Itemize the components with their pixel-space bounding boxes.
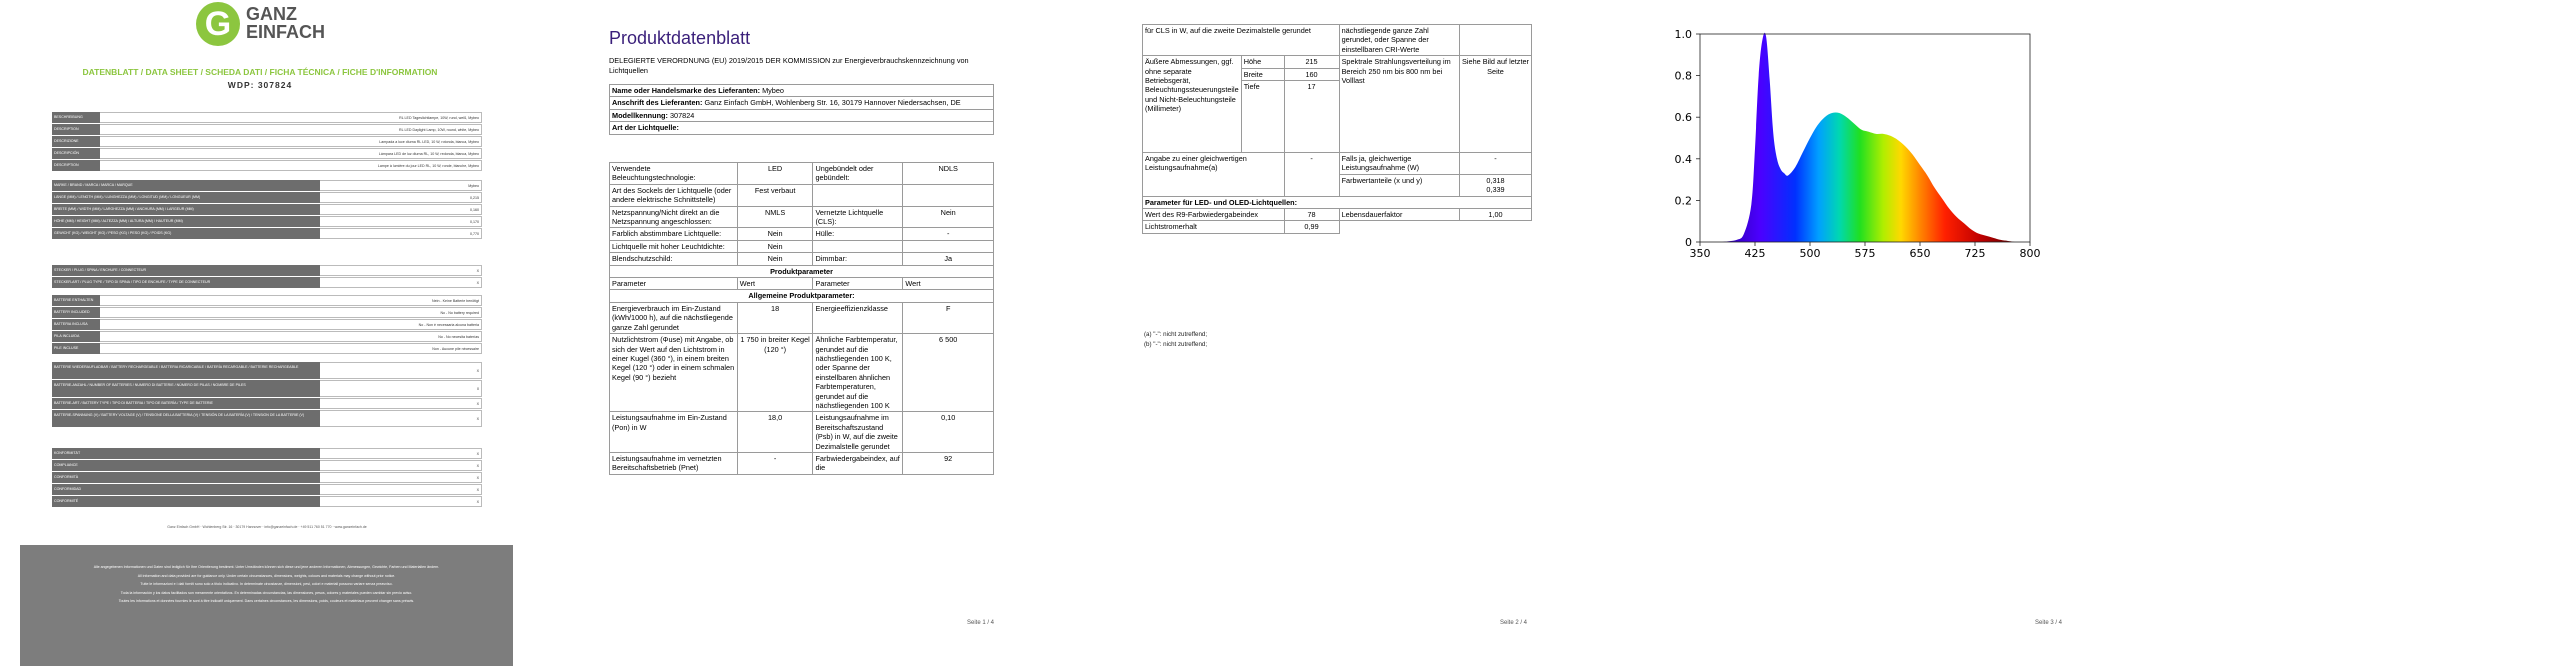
- datasheet-row-value: 0,770: [320, 228, 482, 239]
- datasheet-row: [52, 331, 482, 342]
- light-source-type-row: [610, 240, 994, 252]
- datasheet-row-value: X: [320, 265, 482, 276]
- datasheet-row-value: RL LED Daylight Lamp, 10W, round, white, Mybeo: [100, 124, 482, 135]
- datasheet-title: DATENBLATT / DATA SHEET / SCHEDA DATI / FICHA TÉCNICA / FICHE D'INFORMATION: [82, 67, 438, 77]
- light-source-type-cell: Hülle:: [813, 228, 903, 240]
- chart-plot-area: [1722, 33, 2015, 242]
- x-tick-label: 500: [1799, 247, 1821, 260]
- light-source-type-cell: NDLS: [903, 163, 994, 185]
- datasheet-row-label: BATTERIE WIEDERAUFLADBAR / BATTERY RECHARGEABLE / BATTERIA RICARICABILE / BATERÍA RECARGABLE / BATTERIE RECHARGEABLE: [52, 362, 320, 379]
- light-source-type-cell: Nein: [737, 253, 813, 265]
- datasheet-row-value: RL LED Tageslichtlampe, 10W, rund, weiß, Mybeo: [100, 112, 482, 123]
- datasheet-row-label: CONFORMITÀ: [52, 472, 320, 483]
- datasheet-page: [0, 0, 520, 666]
- r9-value: 78: [1284, 209, 1339, 221]
- datasheet-row-label: DESCRIPTION: [52, 124, 100, 135]
- product-parameter-cell: 18,0: [737, 412, 813, 453]
- light-source-type-cell: Nein: [737, 240, 813, 252]
- logo-text-line-1: GANZ: [246, 4, 297, 24]
- datasheet-row-label: BATTERIE-SPANNUNG (V) / BATTERY VOLTAGE (V) / TENSIONE DELLA BATTERIA (V) / TENSIÓN DE LA BATERÍA (V) / TENSION DE LA BATTERIE (V): [52, 410, 320, 427]
- datasheet-row: [52, 448, 482, 459]
- footnote-b: (b) "-": nicht zutreffend;: [1144, 341, 1208, 348]
- supplier-value: Mybeo: [762, 86, 784, 95]
- fiche-continued-table: [1142, 24, 1532, 234]
- datasheet-row-label: BATTERIE-ANZAHL / NUMBER OF BATTERIES / NUMERO DI BATTERIE / NÚMERO DE PILAS / NOMBRE DE PILES: [52, 380, 320, 397]
- datasheet-row-value: X: [320, 398, 482, 409]
- datasheet-row-value: No - Non è necessaria alcuna batteria: [100, 319, 482, 330]
- datasheet-row-label: COMPLIANCE: [52, 460, 320, 471]
- datasheet-row-label: STECKER / PLUG / SPINA / ENCHUFE / CONNECTEUR: [52, 265, 320, 276]
- datasheet-row-value: X: [320, 277, 482, 288]
- datasheet-row-label: DESCRIZIONE: [52, 136, 100, 147]
- datasheet-row-label: PILE INCLUSE: [52, 343, 100, 354]
- datasheet-row-label: BATTERIA INCLUSA: [52, 319, 100, 330]
- cri-cont: nächstliegende ganze Zahl gerundet, oder Spanne der einstellbaren CRI-Werte: [1339, 25, 1459, 56]
- dim-name-height: Höhe: [1241, 56, 1284, 68]
- datasheet-row-value: Mybeo: [320, 180, 482, 191]
- description-table: [52, 112, 482, 172]
- address-value: Ganz Einfach GmbH, Wohlenberg Str. 16, 30179 Hannover Niedersachsen, DE: [704, 98, 961, 108]
- light-source-type-cell: Art des Sockels der Lichtquelle (oder andere elektrische Schnittstelle): [610, 184, 738, 206]
- datasheet-row-label: LÄNGE (MM) / LENGTH (MM) / LUNGHEZZA (MM) / LONGITUD (MM) / LONGUEUR (MM): [52, 192, 320, 203]
- datasheet-row: [52, 362, 482, 379]
- x-tick-label: 650: [1909, 247, 1931, 260]
- datasheet-row-value: X: [320, 362, 482, 379]
- datasheet-row-label: PILA INCLUIDA: [52, 331, 100, 342]
- light-source-type-cell: Ja: [903, 253, 994, 265]
- spectral-label: Spektrale Strahlungsverteilung im Bereich 250 nm bis 800 nm bei Volllast: [1339, 56, 1459, 153]
- light-source-type-cell: LED: [737, 163, 813, 185]
- product-parameter-cell: Leistungsaufnahme im vernetzten Bereitschaftsbetrieb (Pnet): [610, 452, 738, 474]
- chromaticity-y: 0,339: [1486, 185, 1505, 195]
- datasheet-row-label: BREITE (MM) / WIDTH (MM) / LARGHEZZA (MM) / ANCHURA (MM) / LARGEUR (MM): [52, 204, 320, 215]
- datasheet-row-value: X: [320, 410, 482, 427]
- datasheet-row: [52, 204, 482, 215]
- datasheet-row: [52, 160, 482, 171]
- datasheet-row: [52, 410, 482, 427]
- product-parameters-heading: Produktparameter: [610, 265, 994, 277]
- col-header-value-1: Wert: [737, 278, 813, 290]
- disclaimer-line: All information and data provided are for guidance only. Under certain circumstances, dimensions, weights, colours and materials may change without prior notice.: [137, 573, 396, 578]
- x-tick-label: 575: [1854, 247, 1876, 260]
- battery-table: [52, 295, 482, 355]
- battery-detail-table: [52, 362, 482, 428]
- y-tick-label: 0.8: [1674, 69, 1692, 83]
- y-tick-label: 0.6: [1674, 111, 1692, 125]
- spectral-distribution-chart: [1660, 18, 2060, 268]
- product-parameter-cell: Nutzlichtstrom (Φuse) mit Angabe, ob sich der Wert auf den Lichtstrom in einer Kugel (360 °), in einem breiten Kegel (120 °) oder in einem schmalen Kegel (90 °) bezieht: [610, 334, 738, 412]
- light-source-type-row: [610, 228, 994, 240]
- light-source-type-row: [610, 253, 994, 265]
- r9-label: Wert des R9-Farbwiedergabeindex: [1143, 209, 1285, 221]
- disclaimer-line: Tutte le informazioni e i dati forniti sono solo a titolo indicativo. In determinate circostanze, dimensioni, pesi, colori e materiali possono variare senza preavviso.: [140, 582, 393, 586]
- datasheet-row-value: Lampe à lumière du jour LED RL, 10 W, ronde, blanche, Mybeo: [100, 160, 482, 171]
- disclaimer-line: Alle angegebenen Informationen und Daten sind lediglich für Ihre Orientierung bestimmt. Unter Umständen können sich diese und jene anderen Informationen, Abmessungen, Gewichte, Farben und Materialien ändern.: [93, 565, 440, 569]
- product-parameter-cell: Leistungsaufnahme im Ein-Zustand (Pon) in W: [610, 412, 738, 453]
- datasheet-row: [52, 148, 482, 159]
- light-source-type-cell: Dimmbar:: [813, 253, 903, 265]
- y-tick-label: 0.2: [1674, 194, 1692, 208]
- datasheet-row-value: Non - Aucune pile nécessaire: [100, 343, 482, 354]
- dim-value-width: 160: [1284, 68, 1339, 80]
- datasheet-row-value: No - No necesita baterías: [100, 331, 482, 342]
- product-parameter-cell: Energieeffizienzklasse: [813, 302, 903, 333]
- light-source-type-cell: Ungebündelt oder gebündelt:: [813, 163, 903, 185]
- datasheet-row-value: 0,215: [320, 192, 482, 203]
- light-source-type-cell: [813, 240, 903, 252]
- equivalent-power-label: Angabe zu einer gleichwertigen Leistungsaufnahme(a): [1143, 153, 1285, 197]
- datasheet-row-value: Lámpara LED de luz diurna RL, 10 W, redonda, blanca, Mybeo: [100, 148, 482, 159]
- conformity-table: [52, 448, 482, 508]
- datasheet-row-label: DESCRIPCIÓN: [52, 148, 100, 159]
- product-parameter-cell: Leistungsaufnahme im Bereitschaftszustand (Psb) in W, auf die zweite Dezimalstelle gerundet: [813, 412, 903, 453]
- datasheet-row-value: X: [320, 496, 482, 507]
- page-number: Seite 1 / 4: [967, 620, 995, 626]
- disclaimer-line: Toutes les informations et données fournies le sont à titre indicatif uniquement. Dans certaines circonstances, les dimensions, poids, couleurs et matériaux peuvent changer sans préavis.: [118, 599, 415, 603]
- datasheet-row-label: BESCHREIBUNG: [52, 112, 100, 123]
- light-source-type-cell: [903, 184, 994, 206]
- logo-text-line-2: EINFACH: [246, 22, 326, 42]
- datasheet-row: [52, 136, 482, 147]
- product-parameter-cell: 92: [903, 452, 994, 474]
- general-parameters-heading: Allgemeine Produktparameter:: [610, 290, 994, 302]
- product-parameter-cell: Farbwiedergabeindex, auf die: [813, 452, 903, 474]
- datasheet-row: [52, 343, 482, 354]
- product-parameter-cell: F: [903, 302, 994, 333]
- datasheet-footer: Ganz Einfach GmbH · Wohlenberg Str. 16 · 30179 Hannover · info@ganzeinfach.de · +49 511 760 51 770 · www.ganzeinfach.de: [167, 525, 367, 529]
- datasheet-row-label: CONFORMIDAD: [52, 484, 320, 495]
- supplier-row: [610, 85, 994, 97]
- datasheet-row-value: X: [320, 484, 482, 495]
- datasheet-row-label: HÖHE (MM) / HEIGHT (MM) / ALTEZZA (MM) / ALTURA (MM) / HAUTEUR (MM): [52, 216, 320, 227]
- datasheet-row: [52, 112, 482, 123]
- led-parameters-heading: Parameter für LED- und OLED-Lichtquellen:: [1143, 196, 1532, 208]
- datasheet-row-label: KONFORMITÄT: [52, 448, 320, 459]
- datasheet-row-value: X: [320, 460, 482, 471]
- x-tick-label: 350: [1689, 247, 1711, 260]
- datasheet-row: [52, 180, 482, 191]
- datasheet-row: [52, 496, 482, 507]
- fiche-title: Produktdatenblatt: [609, 28, 751, 48]
- datasheet-row-label: BATTERIE ENTHALTEN: [52, 295, 100, 306]
- col-header-parameter-1: Parameter: [610, 278, 738, 290]
- product-parameter-cell: -: [737, 452, 813, 474]
- dim-name-width: Breite: [1241, 68, 1284, 80]
- survival-factor-label: Lebensdauerfaktor: [1339, 209, 1459, 221]
- datasheet-row: [52, 460, 482, 471]
- logo-g-icon: G: [196, 2, 240, 46]
- datasheet-row-label: CONFORMITÉ: [52, 496, 320, 507]
- chromaticity-label: Farbwertanteile (x und y): [1339, 174, 1459, 196]
- light-source-type-row: [610, 184, 994, 206]
- light-source-type-cell: Fest verbaut: [737, 184, 813, 206]
- datasheet-row-value: X: [320, 472, 482, 483]
- datasheet-row-label: BATTERY INCLUDED: [52, 307, 100, 318]
- footnote-a: (a) "-": nicht zutreffend;: [1144, 331, 1208, 338]
- address-label: Anschrift des Lieferanten:: [612, 98, 703, 108]
- product-parameter-cell: 6 500: [903, 334, 994, 412]
- product-parameter-row: [610, 452, 994, 474]
- light-source-type-cell: Lichtquelle mit hoher Leuchtdichte:: [610, 240, 738, 252]
- page-number: Seite 3 / 4: [2035, 620, 2063, 626]
- datasheet-row-label: MARKE / BRAND / MARCA / MARCA / MARQUE: [52, 180, 320, 191]
- specification-table: [52, 180, 482, 240]
- supplier-table: [609, 84, 994, 135]
- y-tick-label: 0.4: [1674, 152, 1692, 166]
- datasheet-row: [52, 192, 482, 203]
- dim-value-height: 215: [1284, 56, 1339, 68]
- light-source-type-cell: Nein: [903, 206, 994, 228]
- model-label: Modellkennung:: [612, 110, 668, 120]
- datasheet-row-value: 0,160: [320, 204, 482, 215]
- datasheet-row: [52, 319, 482, 330]
- product-parameter-row: [610, 302, 994, 333]
- dim-name-depth: Tiefe: [1241, 81, 1284, 153]
- datasheet-row: [52, 472, 482, 483]
- product-parameter-cell: Ähnliche Farbtemperatur, gerundet auf die nächstliegenden 100 K, oder Spanne der einstellbaren ähnlichen Farbtemperaturen, gerundet auf die nächstliegenden 100 K: [813, 334, 903, 412]
- supplier-label: Name oder Handelsmarke des Lieferanten:: [612, 86, 761, 95]
- survival-factor-value: 1,00: [1460, 209, 1532, 221]
- datasheet-row-value: Nein - Keine Batterie benötigt: [100, 295, 482, 306]
- datasheet-row: [52, 398, 482, 409]
- product-fiche-page-1: [607, 0, 997, 666]
- datasheet-row-value: No - No battery required: [100, 307, 482, 318]
- col-header-parameter-2: Parameter: [813, 278, 903, 290]
- equivalent-power-label-2: Falls ja, gleichwertige Leistungsaufnahme (W): [1339, 153, 1459, 175]
- y-tick-label: 0: [1685, 236, 1692, 249]
- product-fiche-page-2: [1140, 0, 1540, 666]
- x-tick-label: 800: [2019, 247, 2041, 260]
- light-source-type-table: [609, 162, 994, 475]
- datasheet-row: [52, 277, 482, 288]
- light-source-type-cell: NMLS: [737, 206, 813, 228]
- x-tick-label: 425: [1744, 247, 1766, 260]
- datasheet-row: [52, 265, 482, 276]
- col-header-value-2: Wert: [903, 278, 994, 290]
- datasheet-row-value: Lampada a luce diurna RL LED, 10 W, rotonda, bianca, Mybeo: [100, 136, 482, 147]
- disclaimer-box: [20, 545, 513, 666]
- light-source-type-row: [610, 163, 994, 185]
- lumen-maintenance-label: Lichtstromerhalt: [1143, 221, 1285, 233]
- datasheet-row: [52, 307, 482, 318]
- datasheet-row-label: BATTERIE-ART / BATTERY TYPE / TIPO DI BATTERIA / TIPO DE BATERÍA / TYPE DE BATTERIE: [52, 398, 320, 409]
- datasheet-row: [52, 124, 482, 135]
- chromaticity-x: 0,318: [1486, 175, 1505, 185]
- datasheet-row-label: DESCRIPTION: [52, 160, 100, 171]
- equivalent-power-value: -: [1284, 153, 1339, 197]
- datasheet-row: [52, 380, 482, 397]
- disclaimer-line: Toda la información y los datos facilitados son meramente orientativos. En determinadas circunstancias, las dimensiones, pesos, colores y materiales pueden cambiar sin previo aviso.: [120, 590, 413, 595]
- light-source-type-cell: Verwendete Beleuchtungstechnologie:: [610, 163, 738, 185]
- fiche-regulation: DELEGIERTE VERORDNUNG (EU) 2019/2015 DER KOMMISSION zur Energieverbrauchskennzeichnung von Lichtquellen: [609, 56, 969, 75]
- datasheet-row-value: 0,170: [320, 216, 482, 227]
- networked-standby-cont: für CLS in W, auf die zweite Dezimalstelle gerundet: [1143, 25, 1340, 56]
- datasheet-article-number: WDP: 307824: [227, 80, 293, 90]
- brand-logo: [196, 0, 336, 48]
- page-number: Seite 2 / 4: [1500, 620, 1528, 626]
- model-value: 307824: [669, 110, 695, 120]
- product-parameter-cell: 18: [737, 302, 813, 333]
- light-source-type-cell: Netzspannung/Nicht direkt an die Netzspannung angeschlossen:: [610, 206, 738, 228]
- product-parameter-cell: Energieverbrauch im Ein-Zustand (kWh/1000 h), auf die nächstliegende ganze Zahl gerundet: [610, 302, 738, 333]
- light-source-type-cell: [813, 184, 903, 206]
- datasheet-row: [52, 484, 482, 495]
- product-parameter-row: [610, 334, 994, 412]
- datasheet-row: [52, 295, 482, 306]
- plug-table: [52, 265, 482, 289]
- light-source-type-cell: Nein: [737, 228, 813, 240]
- datasheet-row-value: 0: [320, 380, 482, 397]
- x-tick-label: 725: [1964, 247, 1986, 260]
- datasheet-row: [52, 228, 482, 239]
- y-tick-label: 1.0: [1674, 28, 1692, 41]
- product-parameter-cell: 1 750 in breiter Kegel (120 °): [737, 334, 813, 412]
- light-source-type-cell: Blendschutzschild:: [610, 253, 738, 265]
- dimensions-label: Äußere Abmessungen, ggf. ohne separate Betriebsgerät, Beleuchtungssteuerungsteile und Nicht-Beleuchtungsteile (Millimeter): [1143, 56, 1242, 153]
- spectral-value: Siehe Bild auf letzter Seite: [1460, 56, 1532, 153]
- light-source-type-row: [610, 206, 994, 228]
- address-row: [610, 97, 994, 109]
- spectrum-area: [1722, 33, 2015, 242]
- datasheet-row-label: GEWICHT (KG) / WEIGHT (KG) / PESO (KG) / PESO (KG) / POIDS (KG): [52, 228, 320, 239]
- datasheet-row-label: STECKER-ART / PLUG TYPE / TIPO DI SPINA / TIPO DE ENCHUFE / TYPE DE CONNECTEUR: [52, 277, 320, 288]
- model-row: [610, 109, 994, 121]
- light-source-type-cell: Vernetzte Lichtquelle (CLS):: [813, 206, 903, 228]
- equivalent-power-value-2: -: [1460, 153, 1532, 175]
- light-source-type-cell: Farblich abstimmbare Lichtquelle:: [610, 228, 738, 240]
- light-source-type-heading: Art der Lichtquelle:: [610, 122, 994, 134]
- product-parameter-row: [610, 412, 994, 453]
- datasheet-row-value: X: [320, 448, 482, 459]
- chromaticity-values: [1460, 174, 1532, 196]
- light-source-type-cell: [903, 240, 994, 252]
- datasheet-row: [52, 216, 482, 227]
- dim-value-depth: 17: [1284, 81, 1339, 153]
- product-parameter-cell: 0,10: [903, 412, 994, 453]
- light-source-type-cell: -: [903, 228, 994, 240]
- lumen-maintenance-value: 0,99: [1284, 221, 1339, 233]
